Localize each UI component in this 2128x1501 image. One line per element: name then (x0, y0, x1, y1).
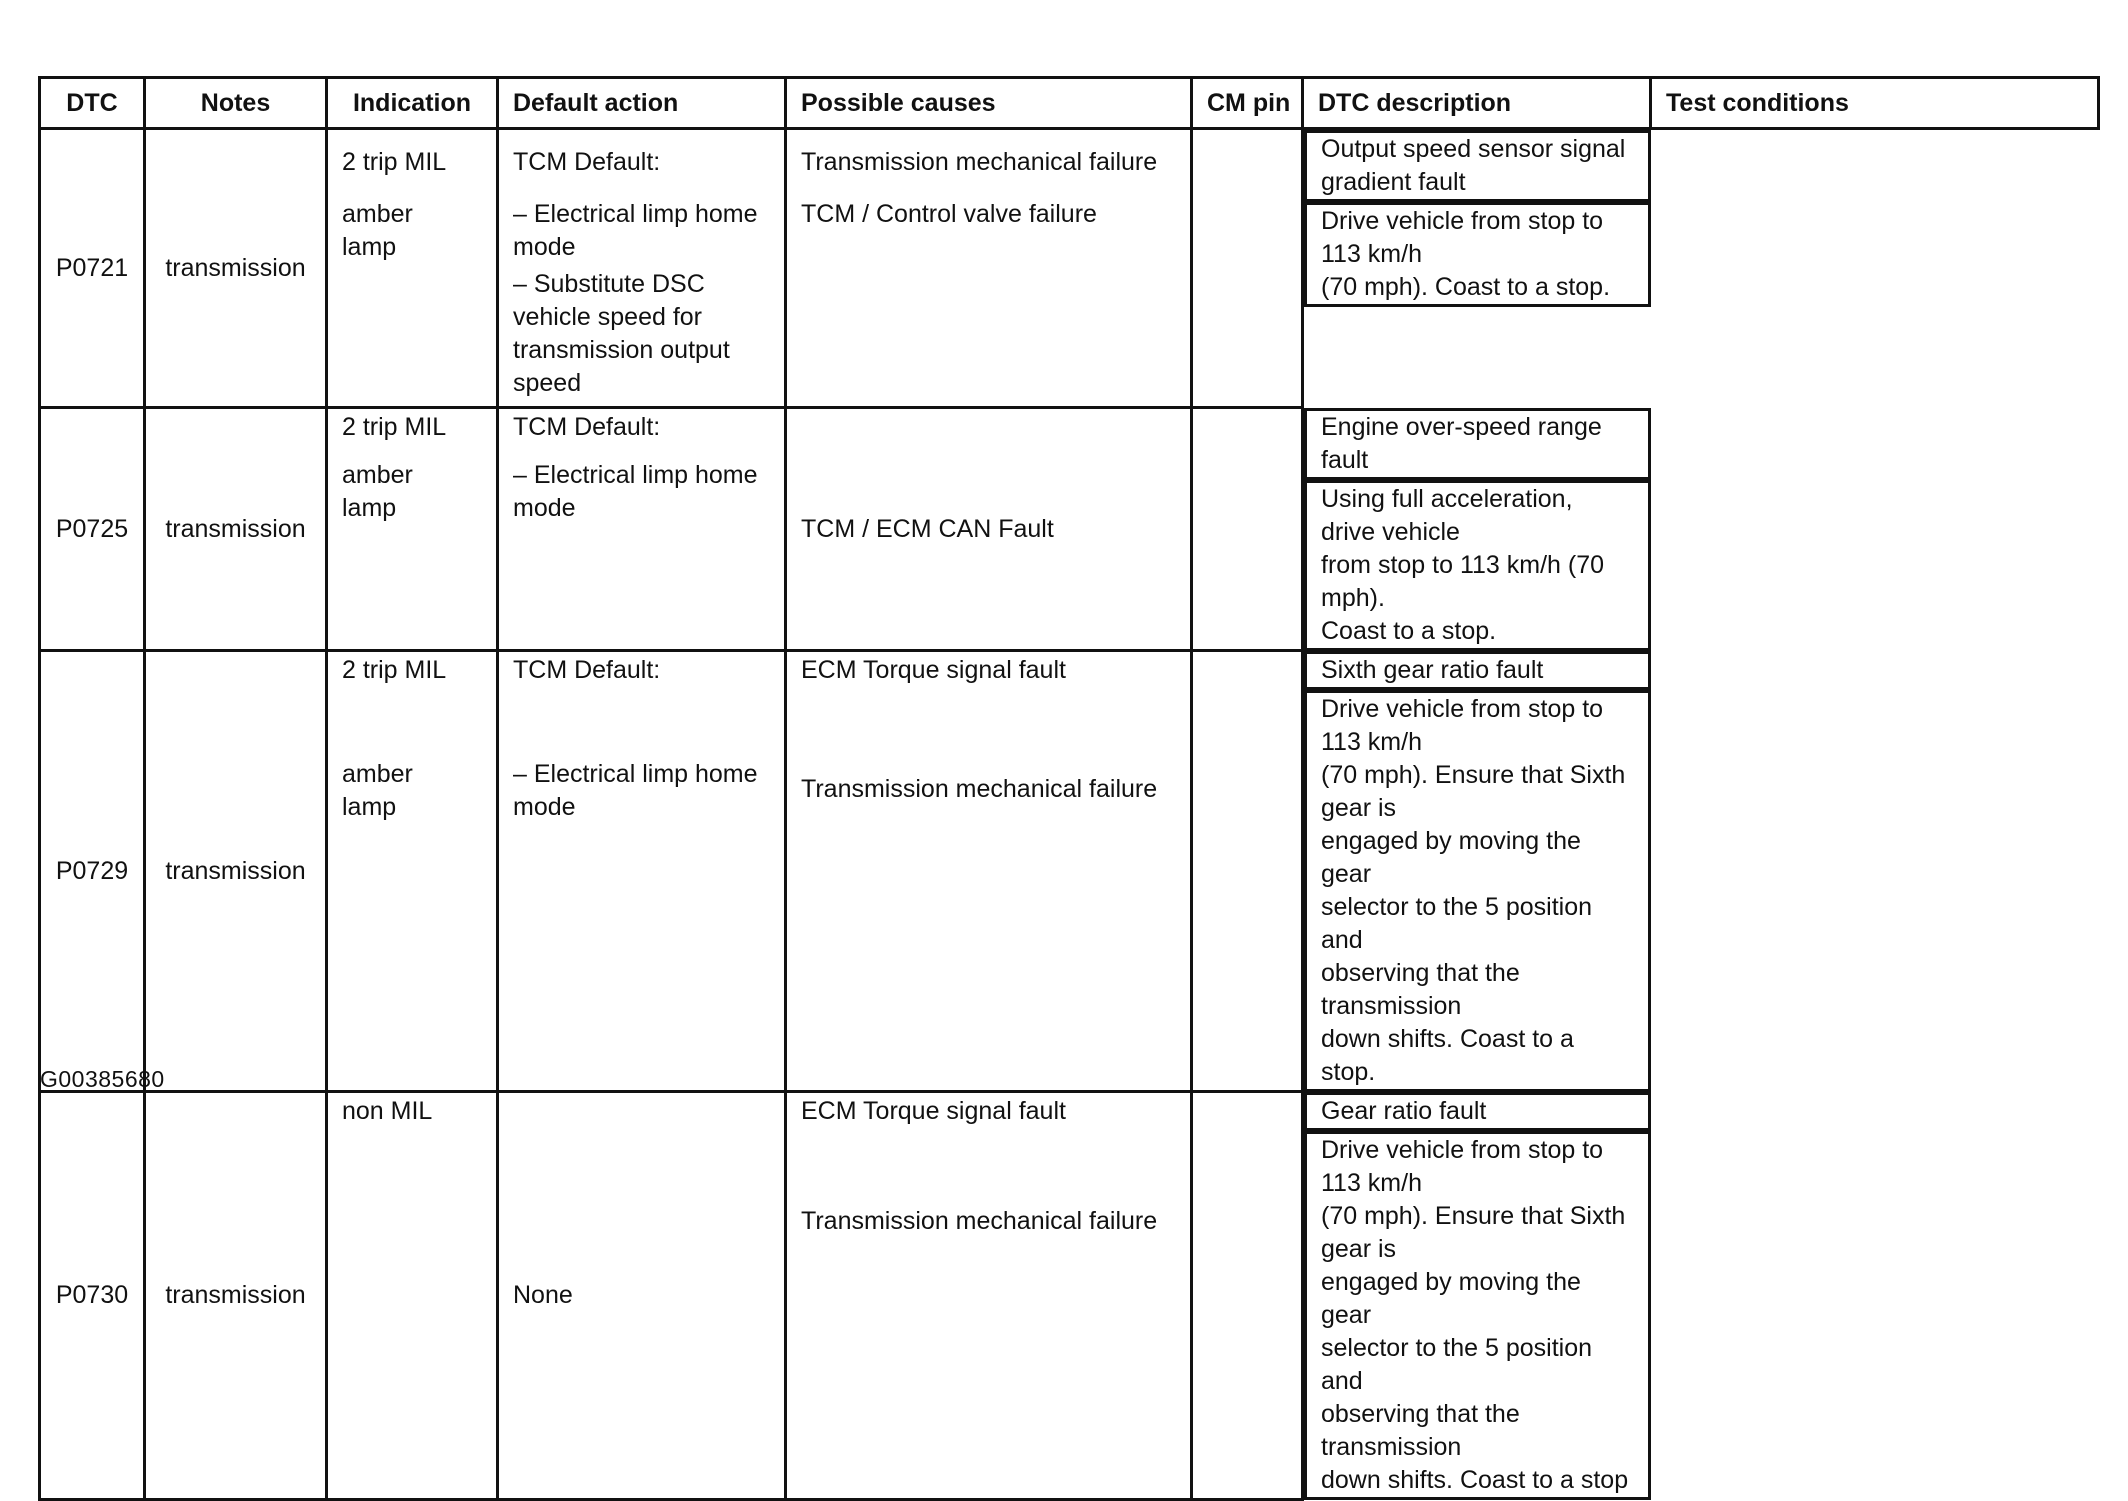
default-action-line: TCM Default: (513, 656, 661, 684)
table-row (40, 408, 2099, 651)
cell-default-action (498, 408, 786, 651)
indication-line: amber lamp (342, 461, 413, 522)
possible-cause-line: ECM Torque signal fault (801, 1097, 1066, 1125)
cell-dtc: P0730 (40, 1092, 145, 1500)
cell-possible-causes (786, 1092, 1192, 1500)
table-row (40, 651, 2099, 1092)
header-dtc: DTC (40, 78, 145, 129)
default-action-line: – Electrical limp home mode (513, 200, 758, 261)
cell-notes: transmission (145, 129, 327, 408)
header-indication: Indication (327, 78, 498, 129)
default-action-line: None (513, 1281, 573, 1309)
cell-possible-causes (786, 651, 1192, 1092)
default-action-line: – Substitute DSC vehicle speed for transmission output speed (513, 270, 730, 397)
header-dtc-description: DTC description (1303, 78, 1651, 129)
cell-default-action (498, 651, 786, 1092)
default-action-line: TCM Default: (513, 148, 661, 176)
indication-line: amber lamp (342, 200, 413, 261)
cell-possible-causes (786, 408, 1192, 651)
cell-notes: transmission (145, 408, 327, 651)
cell-indication (327, 408, 498, 651)
possible-cause-line: TCM / Control valve failure (801, 200, 1097, 228)
cell-dtc: P0721 (40, 129, 145, 408)
cell-cm-pin (1192, 651, 1303, 1092)
cell-dtc-description: Gear ratio fault (1304, 1092, 1651, 1131)
default-action-line: – Electrical limp home mode (513, 461, 758, 522)
header-possible-causes: Possible causes (786, 78, 1192, 129)
dtc-table (38, 76, 2100, 1501)
cell-notes: transmission (145, 651, 327, 1092)
figure-id: G00385680 (40, 1066, 165, 1092)
cell-test-conditions: Using full acceleration, drive vehicle from stop to 113 km/h (70 mph). Coast to a stop. (1304, 480, 1651, 651)
default-action-line: TCM Default: (513, 413, 661, 441)
cell-dtc-description: Output speed sensor signal gradient fault (1304, 130, 1651, 202)
header-cm-pin: CM pin (1192, 78, 1303, 129)
header-notes: Notes (145, 78, 327, 129)
table-row (40, 129, 2099, 408)
table-row (40, 1092, 2099, 1500)
indication-line: 2 trip MIL (342, 656, 447, 684)
possible-cause-line: ECM Torque signal fault (801, 656, 1066, 684)
cell-indication (327, 129, 498, 408)
table-header-row (40, 78, 2099, 129)
possible-cause-line: Transmission mechanical failure (801, 148, 1158, 176)
cell-possible-causes (786, 129, 1192, 408)
cell-indication (327, 651, 498, 1092)
cell-indication (327, 1092, 498, 1500)
indication-line: 2 trip MIL (342, 148, 447, 176)
cell-notes: transmission (145, 1092, 327, 1500)
possible-cause-line: Transmission mechanical failure (801, 1207, 1158, 1235)
cell-test-conditions: Drive vehicle from stop to 113 km/h (70 mph). Coast to a stop. (1304, 202, 1651, 307)
cell-cm-pin (1192, 1092, 1303, 1500)
indication-line: 2 trip MIL (342, 413, 447, 441)
cell-dtc: P0725 (40, 408, 145, 651)
cell-default-action (498, 129, 786, 408)
possible-cause-line: TCM / ECM CAN Fault (801, 514, 1054, 543)
cell-cm-pin (1192, 408, 1303, 651)
cell-dtc: P0729 (40, 651, 145, 1092)
cell-dtc-description: Sixth gear ratio fault (1304, 651, 1651, 690)
header-test-conditions: Test conditions (1651, 78, 2099, 129)
indication-line: non MIL (342, 1097, 433, 1125)
default-action-line: – Electrical limp home mode (513, 760, 758, 821)
header-default-action: Default action (498, 78, 786, 129)
cell-test-conditions: Drive vehicle from stop to 113 km/h (70 mph). Ensure that Sixth gear is engaged by moving the gear selector to the 5 position and observing that the transmission down shifts. Coast to a stop. (1304, 690, 1651, 1092)
indication-line: amber lamp (342, 760, 413, 821)
cell-cm-pin (1192, 129, 1303, 408)
cell-default-action (498, 1092, 786, 1500)
cell-dtc-description: Engine over-speed range fault (1304, 408, 1651, 480)
cell-test-conditions: Drive vehicle from stop to 113 km/h (70 mph). Ensure that Sixth gear is engaged by moving the gear selector to the 5 position and observing that the transmission down shifts. Coast to a stop (1304, 1131, 1651, 1500)
possible-cause-line: Transmission mechanical failure (801, 775, 1158, 803)
